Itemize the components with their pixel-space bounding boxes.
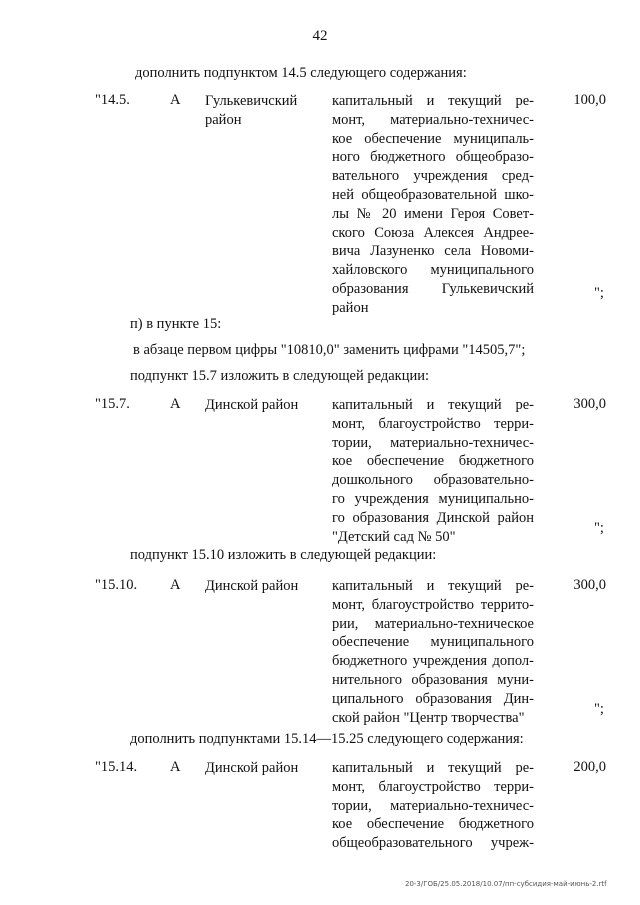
page-number: 42 (312, 28, 328, 44)
paragraph-15-10-edit: подпункт 15.10 изложить в следующей редакции: (130, 547, 437, 563)
description-line: бюджетного учреждения допол- (332, 653, 534, 670)
description-line: кое обеспечение бюджетного (332, 453, 534, 470)
district-line: Динской район (205, 397, 299, 413)
closing-quote: "; (594, 701, 604, 717)
closing-quote: "; (594, 520, 604, 536)
item-district (205, 577, 315, 596)
item-category: А (170, 92, 181, 108)
description-line: ской район "Центр творчества" (332, 709, 525, 726)
description-line: го учреждения муниципально- (332, 490, 534, 507)
description-line: капитальный и текущий ре- (332, 578, 534, 594)
document-footer: 20-3/ГОБ/25.05.2018/10.07/пп-субсидия-май-июнь-2.rtf (405, 880, 607, 888)
paragraph-replace-figures: в абзаце первом цифры "10810,0" заменить цифрами "14505,7"; (133, 342, 526, 358)
item-category: А (170, 759, 181, 775)
description-line: капитальный и текущий ре- (332, 93, 534, 109)
item-description (332, 759, 534, 853)
district-line: Динской район (205, 578, 299, 594)
description-line: дошкольного образовательно- (332, 472, 534, 489)
description-line: монт, материально-техничес- (332, 111, 534, 128)
description-line: монт, благоустройство терри- (332, 415, 534, 432)
paragraph-15-7-edit: подпункт 15.7 изложить в следующей редакции: (130, 368, 430, 384)
description-line: ципального образования Дин- (332, 690, 534, 707)
description-line: нительного образования муни- (332, 671, 534, 688)
description-line: монт, благоустройство терри- (332, 778, 534, 795)
description-line: район (332, 299, 369, 316)
item-number: "15.7. (95, 396, 130, 412)
description-line: тории, материально-техничес- (332, 797, 534, 814)
item-district (205, 396, 315, 415)
description-line: вательного учреждения сред- (332, 168, 534, 185)
item-number: "15.10. (95, 577, 138, 593)
description-line: кое обеспечение бюджетного (332, 816, 534, 833)
description-line: кое обеспечение муниципаль- (332, 130, 534, 147)
description-line: капитальный и текущий ре- (332, 397, 534, 413)
item-amount: 100,0 (573, 92, 606, 108)
paragraph-add-15-14: дополнить подпунктами 15.14—15.25 следующего содержания: (130, 731, 524, 747)
closing-quote: "; (594, 285, 604, 301)
description-line: монт, благоустройство террито- (332, 596, 534, 613)
description-line: ней общеобразовательной шко- (332, 186, 534, 203)
description-line: образования Гулькевичский (332, 280, 534, 297)
item-description (332, 396, 534, 546)
description-line: ского Союза Алексея Андрее- (332, 224, 534, 241)
item-number: "15.14. (95, 759, 138, 775)
description-line: "Детский сад № 50" (332, 528, 456, 545)
description-line: обеспечение муниципального (332, 634, 534, 651)
description-line: го образования Динской район (332, 509, 534, 526)
description-line: ного бюджетного общеобразо- (332, 149, 534, 166)
district-line: район (205, 111, 242, 128)
paragraph-point-15: п) в пункте 15: (130, 316, 222, 332)
description-line: хайловского муниципального (332, 262, 534, 279)
description-line: общеобразовательного учреж- (332, 835, 534, 852)
district-line: Гулькевичский (205, 93, 298, 109)
item-description (332, 577, 534, 727)
description-line: рии, материально-техническое (332, 615, 534, 632)
item-amount: 200,0 (573, 759, 606, 775)
item-number: "14.5. (95, 92, 130, 108)
description-line: тории, материально-техничес- (332, 434, 534, 451)
paragraph-add-14-5: дополнить подпунктом 14.5 следующего содержания: (135, 65, 467, 81)
item-category: А (170, 577, 181, 593)
description-line: вича Лазуненко села Новоми- (332, 243, 534, 260)
district-line: Динской район (205, 760, 299, 776)
item-description (332, 92, 534, 318)
item-district (205, 759, 315, 778)
item-amount: 300,0 (573, 577, 606, 593)
item-amount: 300,0 (573, 396, 606, 412)
description-line: лы № 20 имени Героя Совет- (332, 205, 534, 222)
description-line: капитальный и текущий ре- (332, 760, 534, 776)
item-district (205, 92, 315, 129)
item-category: А (170, 396, 181, 412)
